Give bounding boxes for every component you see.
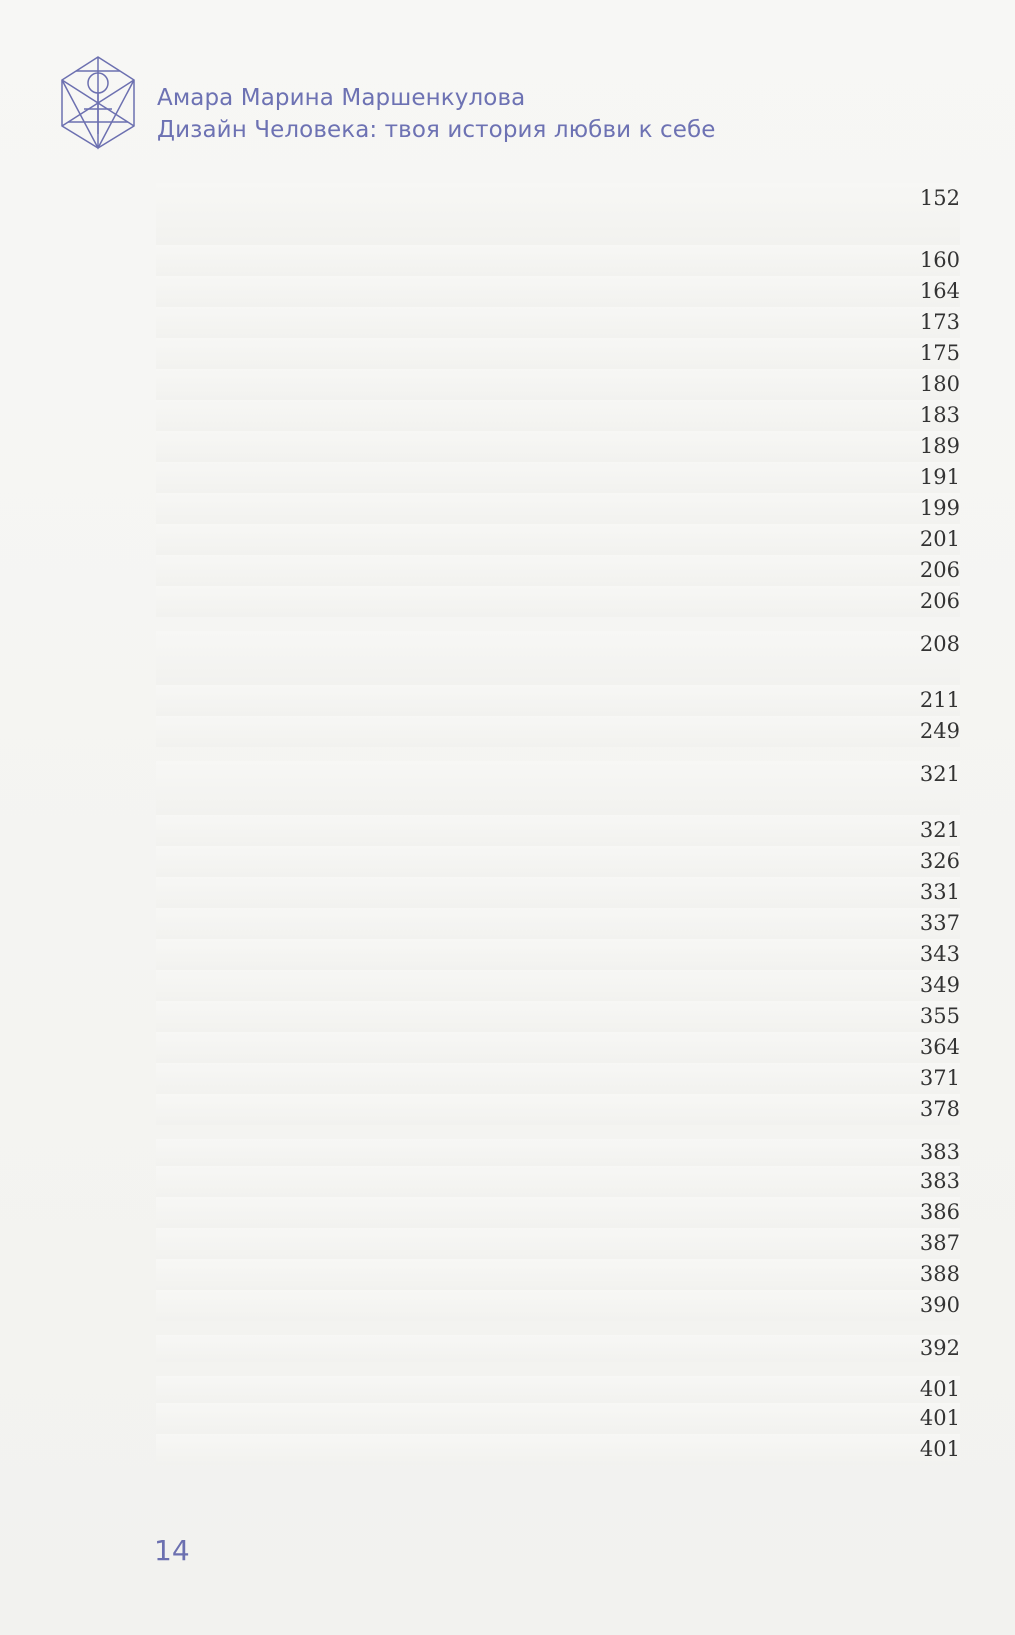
toc-entry-row bbox=[156, 762, 960, 815]
toc-section-entry bbox=[156, 685, 960, 716]
toc-section-entry bbox=[156, 1032, 960, 1063]
table-of-contents bbox=[156, 183, 960, 1465]
toc-section-entry bbox=[156, 815, 960, 846]
toc-entry-row bbox=[156, 493, 960, 524]
toc-page-number: 152 bbox=[156, 183, 960, 245]
toc-entry-row bbox=[156, 1259, 960, 1290]
toc-page-number: 378 bbox=[156, 1094, 960, 1125]
toc-chapter-entry bbox=[156, 1335, 960, 1362]
toc-entry-row bbox=[156, 462, 960, 493]
toc-section-entry bbox=[156, 338, 960, 369]
toc-section-entry bbox=[156, 183, 960, 245]
toc-section-entry bbox=[156, 877, 960, 908]
toc-page-number: 401 bbox=[156, 1434, 960, 1465]
toc-section-entry bbox=[156, 1166, 960, 1197]
toc-page-number: 364 bbox=[156, 1032, 960, 1063]
toc-section-entry bbox=[156, 369, 960, 400]
toc-entry-row bbox=[156, 1335, 960, 1362]
toc-entry-row bbox=[156, 1001, 960, 1032]
toc-section-entry bbox=[156, 307, 960, 338]
toc-section-entry bbox=[156, 245, 960, 276]
toc-section-entry bbox=[156, 555, 960, 586]
toc-entry-row bbox=[156, 586, 960, 617]
toc-page-number: 383 bbox=[156, 1166, 960, 1197]
toc-section-entry bbox=[156, 716, 960, 747]
toc-section-entry bbox=[156, 939, 960, 970]
toc-section-entry bbox=[156, 1259, 960, 1290]
toc-section-entry bbox=[156, 1197, 960, 1228]
page-number: 14 bbox=[154, 1534, 190, 1567]
toc-entry-row bbox=[156, 1228, 960, 1259]
toc-chapter-entry bbox=[156, 1376, 960, 1403]
toc-page-number: 183 bbox=[156, 400, 960, 431]
toc-page-number: 211 bbox=[156, 685, 960, 716]
toc-page-number: 326 bbox=[156, 846, 960, 877]
toc-entry-row bbox=[156, 1094, 960, 1125]
toc-entry-row bbox=[156, 1139, 960, 1166]
toc-page-number: 199 bbox=[156, 493, 960, 524]
toc-entry-row bbox=[156, 555, 960, 586]
toc-page-number: 371 bbox=[156, 1063, 960, 1094]
toc-section-entry bbox=[156, 908, 960, 939]
toc-page-number: 160 bbox=[156, 245, 960, 276]
toc-page-number: 206 bbox=[156, 555, 960, 586]
toc-page-number: 401 bbox=[156, 1403, 960, 1434]
chapter-gap bbox=[156, 617, 960, 631]
toc-entry-row bbox=[156, 877, 960, 908]
toc-entry-row bbox=[156, 276, 960, 307]
toc-section-entry bbox=[156, 1228, 960, 1259]
toc-chapter-entry bbox=[156, 631, 960, 685]
toc-page-number: 387 bbox=[156, 1228, 960, 1259]
toc-entry-row bbox=[156, 846, 960, 877]
toc-page-number: 386 bbox=[156, 1197, 960, 1228]
toc-entry-row bbox=[156, 338, 960, 369]
chapter-gap bbox=[156, 747, 960, 761]
toc-page-number: 175 bbox=[156, 338, 960, 369]
toc-page-number: 392 bbox=[156, 1335, 960, 1362]
toc-section-entry bbox=[156, 276, 960, 307]
toc-entry-row bbox=[156, 1290, 960, 1321]
toc-section-entry bbox=[156, 586, 960, 617]
toc-section-entry bbox=[156, 1290, 960, 1321]
toc-section-entry bbox=[156, 1001, 960, 1032]
toc-entry-row bbox=[156, 939, 960, 970]
toc-page-number: 390 bbox=[156, 1290, 960, 1321]
toc-entry-row bbox=[156, 908, 960, 939]
toc-section-entry bbox=[156, 524, 960, 555]
toc-entry-row bbox=[156, 524, 960, 555]
toc-page-number: 208 bbox=[156, 631, 960, 685]
toc-page-number: 164 bbox=[156, 276, 960, 307]
toc-section-entry bbox=[156, 431, 960, 462]
toc-entry-row bbox=[156, 685, 960, 716]
toc-entry-row bbox=[156, 1166, 960, 1197]
toc-page-number: 180 bbox=[156, 369, 960, 400]
toc-page-number: 249 bbox=[156, 716, 960, 747]
toc-page-number: 331 bbox=[156, 877, 960, 908]
toc-entry-row bbox=[156, 400, 960, 431]
toc-section-entry bbox=[156, 493, 960, 524]
toc-entry-row bbox=[156, 186, 960, 245]
toc-section-entry bbox=[156, 970, 960, 1001]
header-author: Амара Марина Маршенкулова bbox=[157, 85, 526, 111]
header-text-block bbox=[157, 82, 716, 146]
toc-entry-row bbox=[156, 1403, 960, 1434]
toc-page-number: 401 bbox=[156, 1376, 960, 1403]
toc-entry-row bbox=[156, 369, 960, 400]
toc-page-number: 343 bbox=[156, 939, 960, 970]
toc-page-number: 189 bbox=[156, 431, 960, 462]
toc-entry-row bbox=[156, 307, 960, 338]
toc-entry-row bbox=[156, 1197, 960, 1228]
toc-section-entry bbox=[156, 400, 960, 431]
toc-page-number: 388 bbox=[156, 1259, 960, 1290]
toc-page-number: 173 bbox=[156, 307, 960, 338]
toc-chapter-entry bbox=[156, 761, 960, 815]
toc-page-number: 321 bbox=[156, 815, 960, 846]
chapter-gap bbox=[156, 1362, 960, 1376]
header-title: Дизайн Человека: твоя история любви к себе bbox=[157, 117, 716, 143]
toc-page-number: 349 bbox=[156, 970, 960, 1001]
toc-page-number: 206 bbox=[156, 586, 960, 617]
toc-chapter-entry bbox=[156, 1139, 960, 1166]
toc-entry-row bbox=[156, 815, 960, 846]
toc-entry-row bbox=[156, 1063, 960, 1094]
chapter-gap bbox=[156, 1125, 960, 1139]
toc-section-entry bbox=[156, 1063, 960, 1094]
toc-page-number: 383 bbox=[156, 1139, 960, 1166]
toc-section-entry bbox=[156, 846, 960, 877]
toc-section-entry bbox=[156, 1434, 960, 1465]
toc-entry-row bbox=[156, 245, 960, 276]
toc-page-number: 321 bbox=[156, 761, 960, 815]
toc-page-number: 355 bbox=[156, 1001, 960, 1032]
chapter-gap bbox=[156, 1321, 960, 1335]
toc-entry-row bbox=[156, 632, 960, 685]
running-header bbox=[52, 52, 832, 152]
toc-page-number: 191 bbox=[156, 462, 960, 493]
toc-page-number: 201 bbox=[156, 524, 960, 555]
bodygraph-logo-icon bbox=[52, 52, 144, 152]
toc-page-number: 337 bbox=[156, 908, 960, 939]
toc-entry-row bbox=[156, 1434, 960, 1465]
toc-entry-row bbox=[156, 431, 960, 462]
toc-section-entry bbox=[156, 1094, 960, 1125]
toc-entry-row bbox=[156, 970, 960, 1001]
toc-entry-row bbox=[156, 1376, 960, 1403]
toc-entry-row bbox=[156, 1032, 960, 1063]
toc-section-entry bbox=[156, 1403, 960, 1434]
toc-section-entry bbox=[156, 462, 960, 493]
toc-entry-row bbox=[156, 716, 960, 747]
